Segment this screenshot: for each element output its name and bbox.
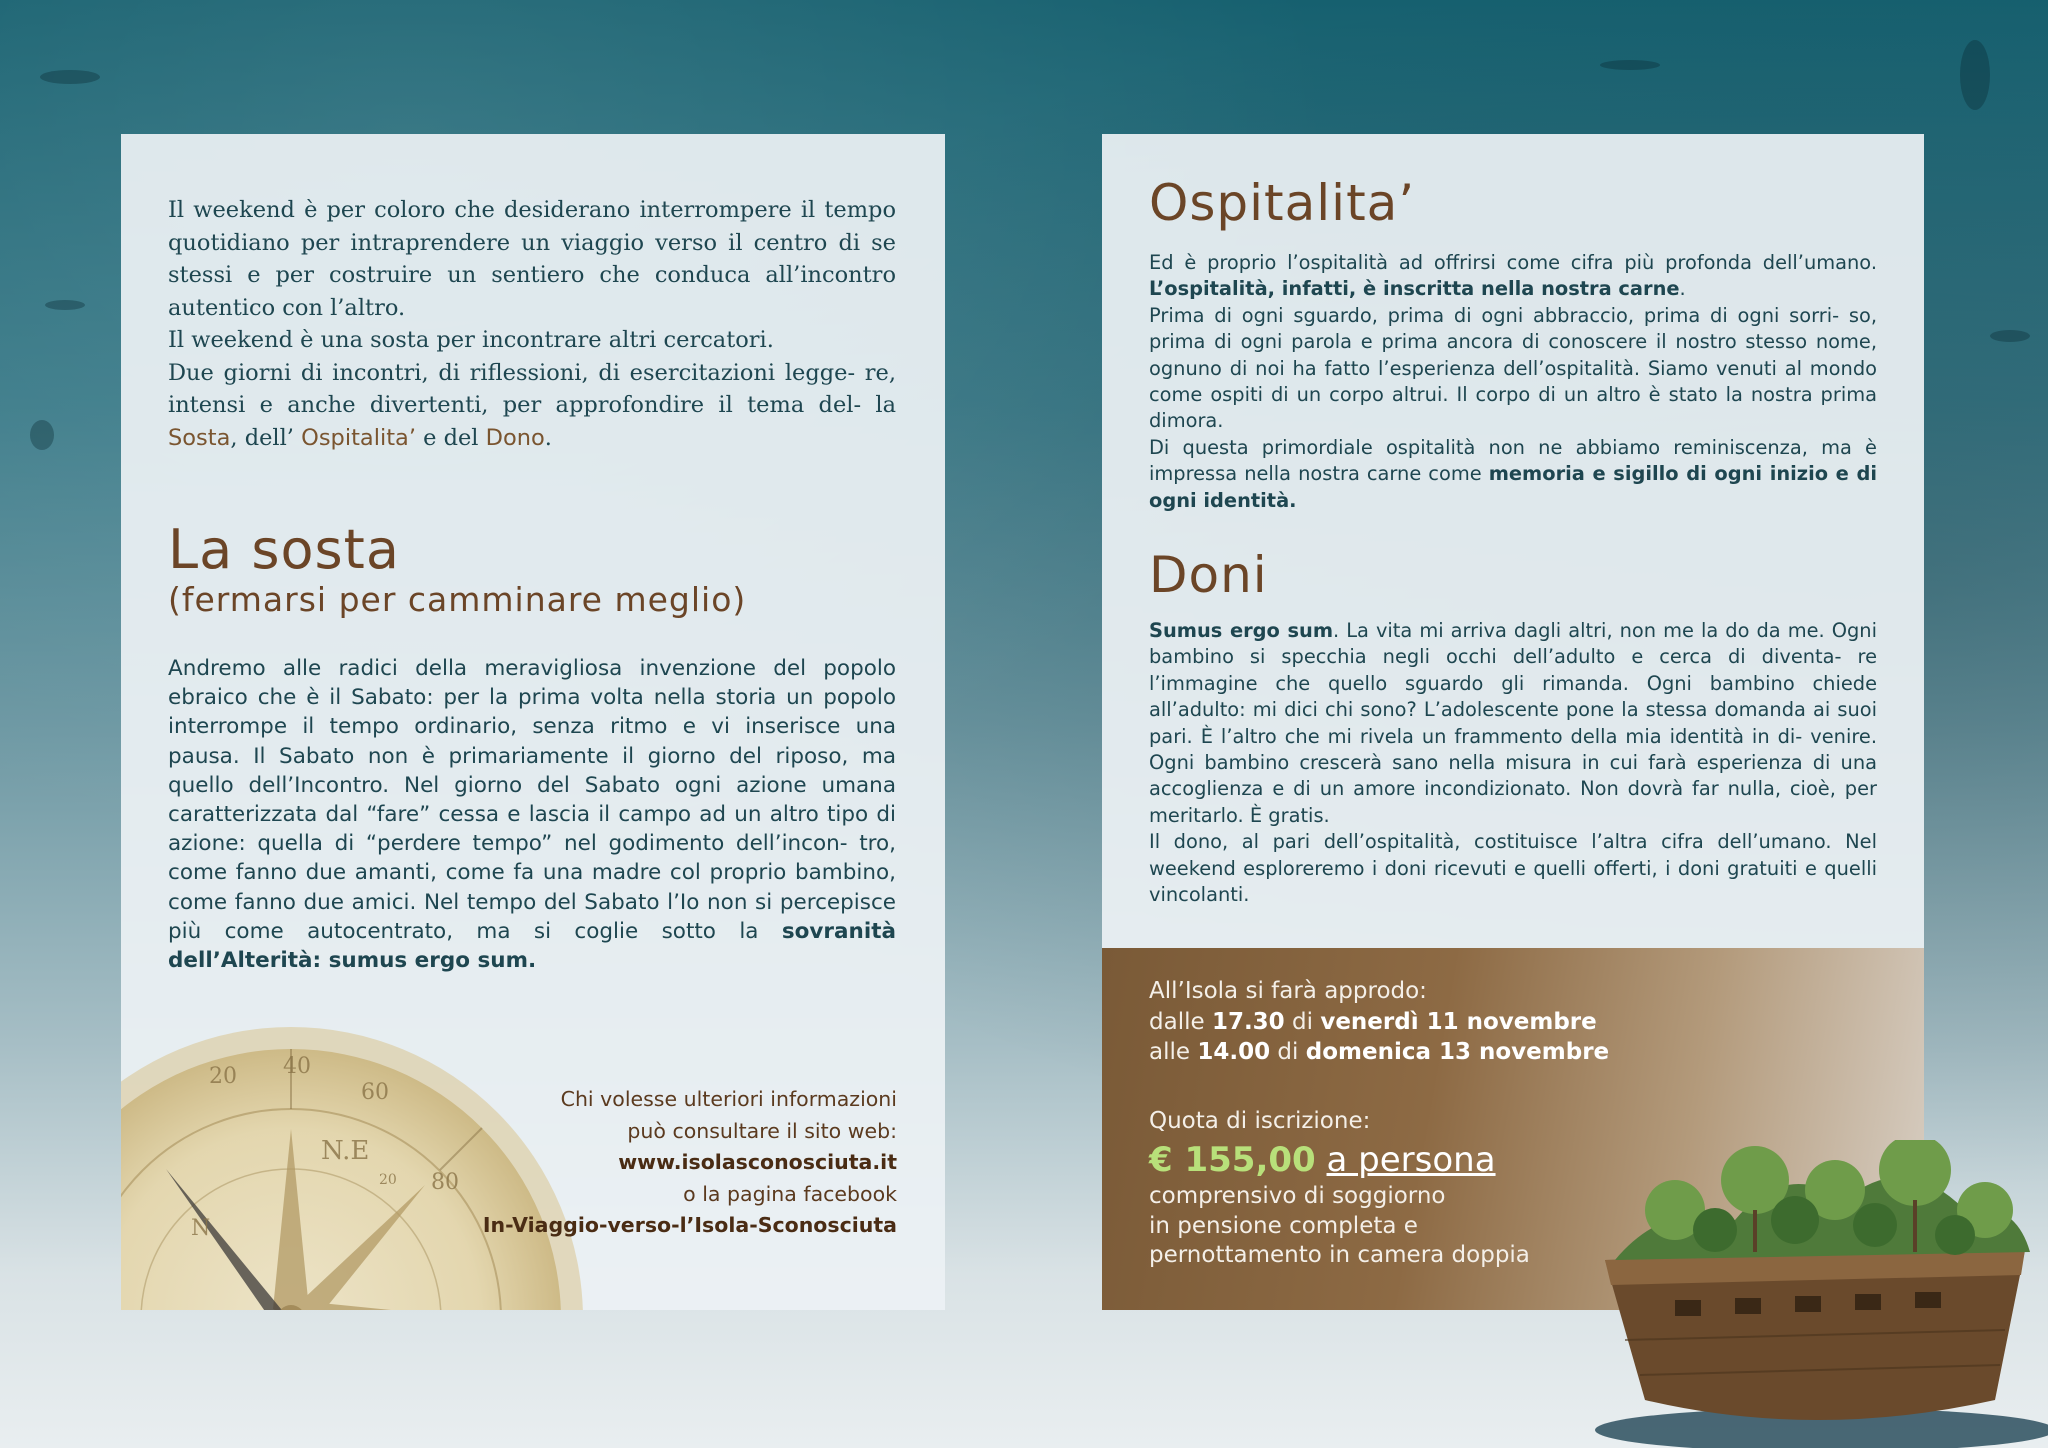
arrival-text: dalle bbox=[1149, 1008, 1212, 1035]
compass-label: 20 bbox=[379, 1172, 397, 1188]
fee-label: Quota di iscrizione: bbox=[1149, 1108, 1371, 1134]
sosta-body bbox=[168, 654, 896, 975]
intro-text-part: Due giorni di incontri, di riflessioni, di esercitazioni legge- re, intensi e anche divertenti, per approfondire il tema del- la bbox=[168, 359, 896, 418]
highlight-ospitalita: Ospitalita’ bbox=[301, 424, 416, 451]
ospitalita-text: . bbox=[1679, 277, 1686, 301]
intro-line bbox=[168, 357, 896, 455]
facebook-link[interactable]: In-Viaggio-verso-l’Isola-Sconosciuta bbox=[482, 1213, 897, 1237]
departure-text: di bbox=[1270, 1039, 1306, 1065]
ospitalita-heading: Ospitalita’ bbox=[1149, 174, 1416, 232]
fee-detail-line: pernottamento in camera doppia bbox=[1149, 1242, 1530, 1268]
website-link[interactable]: www.isolasconosciuta.it bbox=[618, 1150, 897, 1174]
intro-line: Il weekend è una sosta per incontrare altri cercatori. bbox=[168, 327, 774, 353]
compass-label: 20 bbox=[209, 1064, 237, 1089]
departure-date: domenica 13 novembre bbox=[1305, 1039, 1610, 1065]
fee-detail-line: in pensione completa e bbox=[1149, 1212, 1418, 1239]
fee-price bbox=[1149, 1140, 1496, 1180]
intro-line: Il weekend è per coloro che desiderano interrompere il tempo quotidiano per intraprendere un viaggio verso il centro di se stessi e per costruire un sentiero che conduca all’incontro autentico con l’altro. bbox=[168, 197, 896, 321]
ospitalita-text: Di questa primordiale ospitalità non ne abbiamo reminiscenza, ma è impressa nella nostra carne come bbox=[1149, 435, 1877, 486]
sosta-body-bold: sovranità dell’Alterità: sumus ergo sum. bbox=[168, 918, 896, 974]
water-ripple bbox=[1600, 60, 1660, 70]
ospitalita-bold: L’ospitalità, infatti, è inscritta nella nostra carne bbox=[1149, 277, 1680, 301]
compass-illustration: 20 40 60 80 20 N.E E N bbox=[121, 1019, 591, 1310]
arrival-label: All’Isola si farà approdo: bbox=[1149, 978, 1427, 1004]
doni-bold: Sumus ergo sum bbox=[1149, 619, 1334, 642]
sosta-body-text: Andremo alle radici della meravigliosa invenzione del popolo ebraico che è il Sabato: per la prima volta nella storia un popolo interrompe il tempo ordinario, senza ritmo e vi inserisce una pausa. Il Sabato non è primariamente il giorno del riposo, ma quello dell’Incontro. Nel giorno del Sabato ogni azione umana caratterizzata dal “fare” cessa e lascia il campo ad un altro tipo di azione: quella di “perdere tempo” nel godimento dell’incon- tro, come fanno due amanti, come fa una madre col proprio bambino, come fanno due amici. Nel tempo del Sabato l’Io non si percepisce più come autocentrato, ma si coglie sotto la bbox=[168, 656, 896, 944]
highlight-dono: Dono bbox=[485, 424, 545, 451]
compass-label: 80 bbox=[431, 1170, 459, 1195]
fee-per-person: a persona bbox=[1326, 1140, 1496, 1180]
intro-text-part: . bbox=[544, 424, 552, 451]
contact-line: o la pagina facebook bbox=[683, 1181, 897, 1206]
intro-text-part: e del bbox=[415, 424, 486, 451]
arrival-text: di bbox=[1284, 1008, 1321, 1035]
left-panel bbox=[121, 134, 945, 1352]
ospitalita-text: Ed è proprio l’ospitalità ad offrirsi come cifra più profonda dell’umano. bbox=[1149, 251, 1877, 274]
compass-label: N bbox=[191, 1216, 211, 1241]
fee-amount: € 155,00 bbox=[1149, 1140, 1316, 1180]
doni-paragraph bbox=[1149, 618, 1877, 829]
intro-text-part: , dell’ bbox=[230, 424, 302, 451]
water-ripple bbox=[1960, 40, 1990, 110]
compass-label: 40 bbox=[283, 1054, 311, 1079]
ospitalita-body bbox=[1149, 250, 1877, 514]
water-ripple bbox=[45, 300, 85, 310]
right-panel bbox=[1102, 134, 1924, 948]
departure-time: 14.00 bbox=[1197, 1039, 1271, 1065]
doni-paragraph: Il dono, al pari dell’ospitalità, costituisce l’altra cifra dell’umano. Nel weekend esploreremo i doni ricevuti e quelli offerti, i doni gratuiti e quelli vincolanti. bbox=[1149, 830, 1877, 907]
fee-detail-line: comprensivo di soggiorno bbox=[1149, 1183, 1446, 1209]
highlight-sosta: Sosta bbox=[168, 424, 231, 451]
intro-text bbox=[168, 194, 896, 454]
water-ripple bbox=[40, 70, 100, 84]
ospitalita-paragraph bbox=[1149, 435, 1877, 514]
arrival-date: venerdì 11 novembre bbox=[1320, 1008, 1597, 1035]
departure-text: alle bbox=[1149, 1039, 1198, 1065]
compass-label: 60 bbox=[361, 1080, 389, 1105]
doni-text: . La vita mi arriva dagli altri, non me la do da me. Ogni bambino si specchia negli occhi dell’adulto e cerca di diventa- re l’immagine che quello sguardo gli rimanda. Ogni bambino chiede all’adulto: mi dici chi sono? L’adolescente pone la stessa domanda ai suoi pari. È l’altro che mi rivela un frammento della mia identità in di- venire. Ogni bambino crescerà sano nella misura in cui farà esperienza di una accoglienza e di un amore incondizionato. Non dovrà far nulla, cioè, per meritarlo. È gratis. bbox=[1149, 619, 1877, 827]
ospitalita-bold: memoria e sigillo di ogni inizio e di ogni identità. bbox=[1149, 462, 1877, 512]
fee-detail bbox=[1149, 1182, 1530, 1271]
arrival-time: 17.30 bbox=[1211, 1008, 1285, 1035]
compass-label: N.E bbox=[321, 1136, 370, 1166]
contact-line: Chi volesse ulteriori informazioni bbox=[560, 1087, 897, 1111]
ospitalita-paragraph: Prima di ogni sguardo, prima di ogni abbraccio, prima di ogni sorri- so, prima di ogni parola e prima ancora di conoscere il nostro stesso nome, ognuno di noi ha fatto l’esperienza dell’ospitalità. Siamo venuti al mondo come ospiti di un corpo altrui. Il corpo di un altro è stato la nostra prima dimora. bbox=[1149, 303, 1877, 433]
arrival-info bbox=[1149, 976, 1609, 1068]
water-ripple bbox=[1990, 330, 2030, 342]
contact-info bbox=[417, 1084, 897, 1242]
ark-island-illustration bbox=[1585, 1140, 2048, 1448]
contact-line: può consultare il sito web: bbox=[627, 1118, 897, 1143]
doni-heading: Doni bbox=[1149, 546, 1268, 604]
doni-body bbox=[1149, 618, 1877, 908]
ospitalita-paragraph bbox=[1149, 250, 1877, 303]
sosta-heading: La sosta bbox=[168, 518, 400, 581]
sosta-subheading: (fermarsi per camminare meglio) bbox=[168, 580, 747, 619]
water-ripple bbox=[30, 420, 54, 450]
